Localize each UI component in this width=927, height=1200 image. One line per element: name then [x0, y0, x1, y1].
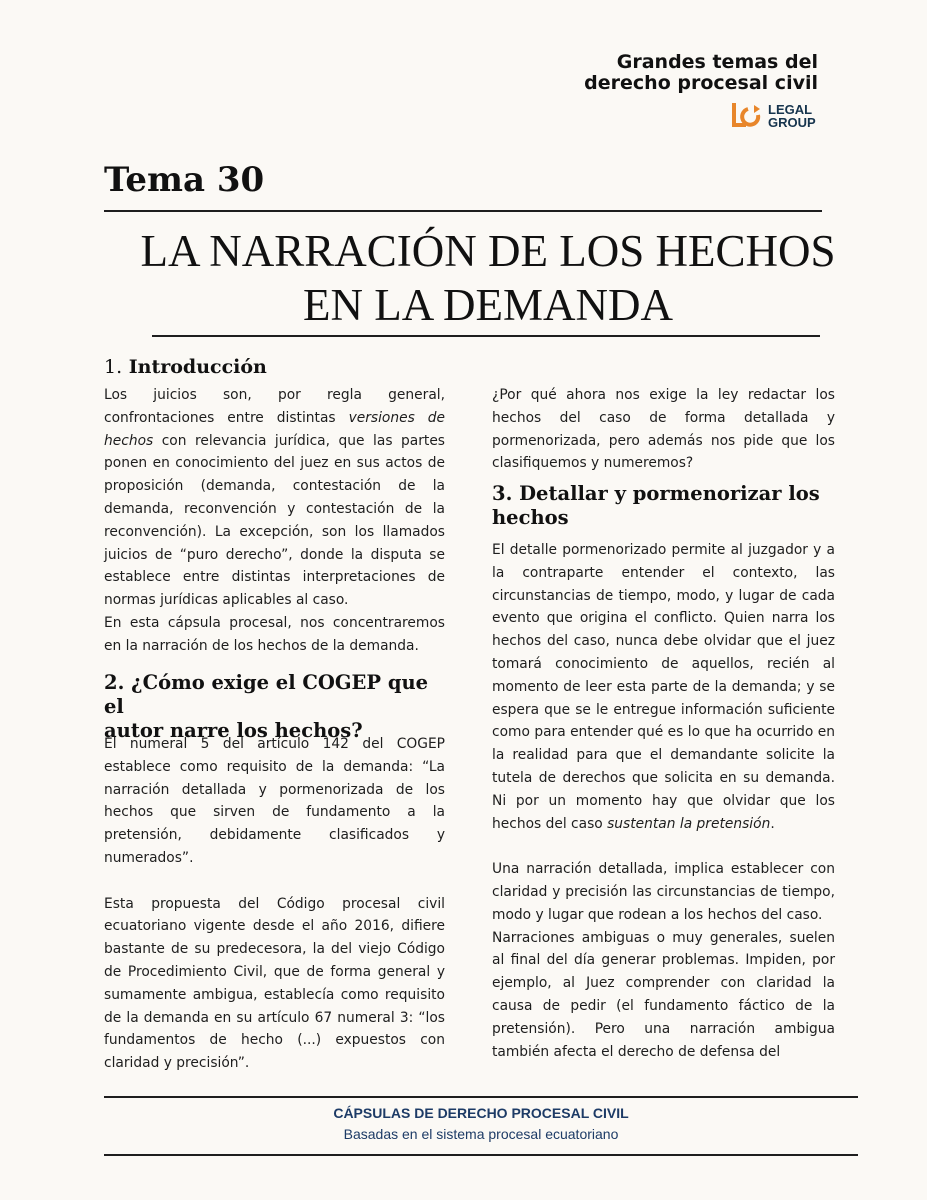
page-title	[104, 224, 872, 332]
question-text: ¿Por qué ahora nos exige la ley redactar los hechos del caso de forma detallada y pormenorizada, pero además nos pide que los clasifiquemos y numeremos?	[492, 387, 835, 472]
section-1-heading	[104, 356, 267, 378]
section-1-paragraph-1	[104, 384, 445, 612]
divider-title	[152, 335, 820, 337]
s3-p1-text-c: .	[770, 815, 775, 832]
section-2-heading-line-1: 2. ¿Cómo exige el COGEP que el	[104, 671, 429, 718]
footer-title: CÁPSULAS DE DERECHO PROCESAL CIVIL	[333, 1105, 629, 1121]
section-1-title: Introducción	[128, 356, 267, 378]
section-1-number: 1.	[104, 356, 123, 378]
section-2-paragraph-1: El numeral 5 del artículo 142 del COGEP establece como requisito de la demanda: “La narración detallada y pormenorizada de los hechos que sirven de fundamento a la pretensión, debidamente clasificados y numerados”.	[104, 736, 445, 866]
question-paragraph	[492, 384, 835, 475]
section-3-paragraph-3: Narraciones ambiguas o muy generales, suelen al final del día generar problemas. Impiden, por ejemplo, al Juez comprender con claridad la causa de pedir (el fundamento fáctico de la pretensión). Pero una narración ambigua también afecta el derecho de defensa del	[492, 929, 835, 1060]
s3-p1-text-a: El detalle pormenorizado permite al juzgador y a la contraparte entender el contexto, las circunstancias de tiempo, modo, y lugar de cada evento que origina el conflicto. Quien narra los hechos del caso, nunca debe olvidar que el juez tomará conocimiento de aquellos, recién al momento de leer esta parte de la demanda; y se espera que se le entregue información suficiente como para entender qué es lo que ha ocurrido en la realidad para que el demandante solicite la tutela de derechos que solicita en su demanda. Ni por un momento hay que olvidar que los hechos del caso	[492, 542, 835, 832]
section-3-paragraph-2: Una narración detallada, implica establecer con claridad y precisión las circunstancias de tiempo, modo y lugar que rodean a los hechos del caso.	[492, 861, 835, 923]
s1-p1-text-c: con relevancia jurídica, que las partes ponen en conocimiento del juez en sus actos de proposición (demanda, contestación de la demanda, reconvención y contestación de la reconvención). La excepción, son los llamados juicios de “puro derecho”, donde la disputa se establece entre distintas interpretaciones de normas jurídicas aplicables al caso.	[104, 432, 445, 609]
section-3-heading-line-1: 3. Detallar y pormenorizar los	[492, 482, 820, 505]
logo-line-2: GROUP	[768, 115, 816, 130]
section-1-paragraph-2: En esta cápsula procesal, nos concentraremos en la narración de los hechos de la demanda.	[104, 614, 445, 654]
legal-group-logo-icon	[732, 103, 762, 129]
divider-footer-bottom	[104, 1154, 858, 1156]
footer-subtitle: Basadas en el sistema procesal ecuatoriano	[343, 1126, 619, 1142]
s1-p1-text-a: Los juicios son, por regla general, confrontaciones entre distintas	[104, 387, 445, 426]
divider-top	[104, 210, 822, 212]
brand-line-2: derecho procesal civil	[584, 72, 818, 94]
section-2-body	[104, 733, 445, 1075]
title-line-2: EN LA DEMANDA	[303, 280, 673, 330]
section-3-heading	[492, 482, 837, 530]
legal-group-logo-text	[768, 103, 816, 129]
logo-line-1: LEGAL	[768, 102, 813, 117]
section-1-body	[104, 384, 445, 658]
brand-line-1: Grandes temas del	[616, 51, 818, 73]
section-3-paragraph-1	[492, 539, 835, 835]
section-2-paragraph-2: Esta propuesta del Código procesal civil ecuatoriano vigente desde el año 2016, difiere bastante de su predecesora, la del viejo Código de Procedimiento Civil, que de forma general y sumamente ambigua, establecía como requisito de la demanda en su artículo 67 numeral 3: “los fundamentos de hecho (...) expuestos con claridad y precisión”.	[104, 895, 445, 1072]
legal-group-logo	[732, 103, 816, 129]
section-3-heading-line-2: hechos	[492, 506, 569, 529]
s1-p1-emphasis: versiones de hechos	[104, 409, 445, 449]
section-2-heading-line-2: autor narre los hechos?	[104, 719, 363, 742]
brand-title	[560, 52, 818, 94]
s3-p1-emphasis: sustentan la pretensión	[607, 815, 771, 832]
divider-footer-top	[104, 1096, 858, 1098]
section-3-body	[492, 539, 835, 1063]
topic-number: Tema 30	[104, 160, 265, 200]
title-line-1: LA NARRACIÓN DE LOS HECHOS	[140, 226, 836, 276]
